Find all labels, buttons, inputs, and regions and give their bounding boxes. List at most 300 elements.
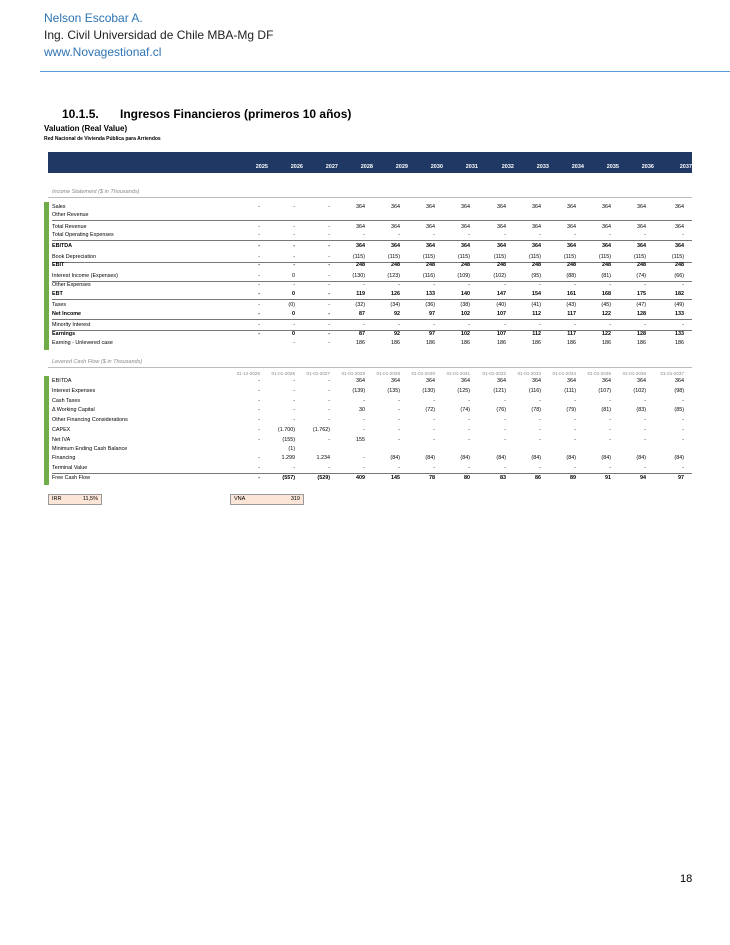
table-row — [52, 427, 692, 435]
cell-value: (1) — [288, 446, 295, 452]
cell-value: - — [682, 322, 684, 328]
cell-value: - — [328, 262, 330, 268]
cell-value: 97 — [429, 311, 435, 317]
cell-value: - — [682, 232, 684, 238]
project-name: Red Nacional de Vivienda Pública para Arriendos — [44, 136, 161, 142]
cell-value: 0 — [292, 273, 295, 279]
cell-value: (155) — [282, 437, 295, 443]
cell-value: (36) — [425, 302, 435, 308]
cell-value: - — [468, 398, 470, 404]
cell-value: 87 — [359, 331, 365, 337]
cell-value: - — [328, 340, 330, 346]
row-label: EBITDA — [52, 378, 72, 384]
cell-value: 364 — [675, 224, 684, 230]
cell-value: (557) — [282, 475, 295, 481]
cell-value: (1.700) — [277, 427, 295, 433]
row-label: Net Income — [52, 311, 82, 317]
cell-value: 89 — [570, 475, 576, 481]
cell-value: - — [293, 204, 295, 210]
cell-value: 364 — [426, 378, 435, 384]
cell-value: (115) — [633, 254, 646, 260]
row-label: Taxes — [52, 302, 67, 308]
table-row — [52, 273, 692, 282]
cell-value: - — [504, 232, 506, 238]
cell-value: - — [328, 378, 330, 384]
cell-value: - — [468, 322, 470, 328]
cell-value: - — [644, 437, 646, 443]
table-row — [52, 340, 692, 348]
cell-value: (109) — [457, 273, 470, 279]
cell-value: - — [539, 322, 541, 328]
cell-value: 01-01-2037 — [660, 371, 684, 376]
cell-value: 186 — [532, 340, 541, 346]
row-label: EBIT — [52, 262, 65, 268]
cell-value: - — [293, 465, 295, 471]
cell-value: (115) — [598, 254, 611, 260]
cell-value: - — [644, 282, 646, 288]
cell-value: 364 — [356, 224, 365, 230]
cell-value: (123) — [387, 273, 400, 279]
cell-value: - — [328, 398, 330, 404]
cell-value: 122 — [602, 331, 611, 337]
cell-value: 128 — [637, 311, 646, 317]
cell-value: 117 — [567, 331, 576, 337]
cell-value: (43) — [566, 302, 576, 308]
cell-value: - — [682, 417, 684, 423]
cell-value: 364 — [567, 224, 576, 230]
cell-value: 248 — [567, 262, 576, 268]
cell-value: - — [398, 232, 400, 238]
cash-flow-heading: Levered Cash Flow ($ in Thousands) — [52, 359, 143, 365]
cell-value: - — [328, 291, 330, 297]
cell-value: 0 — [292, 291, 295, 297]
income-statement-marker — [44, 202, 49, 350]
cell-value: - — [258, 417, 260, 423]
cell-value: 133 — [426, 291, 435, 297]
cell-value: 0 — [292, 311, 295, 317]
cell-value: 140 — [461, 291, 470, 297]
year-label: 2027 — [325, 164, 338, 170]
cell-value: 1.234 — [316, 455, 330, 461]
cell-value: - — [328, 224, 330, 230]
table-row — [52, 282, 692, 290]
cell-value: - — [539, 398, 541, 404]
cell-value: 186 — [391, 340, 400, 346]
cell-value: (79) — [566, 407, 576, 413]
cell-value: - — [433, 398, 435, 404]
cell-value: - — [468, 427, 470, 433]
cell-value: 364 — [567, 204, 576, 210]
row-label: Other Revenue — [52, 212, 89, 218]
cell-value: 364 — [532, 204, 541, 210]
cell-value: 364 — [497, 204, 506, 210]
cell-value: - — [433, 232, 435, 238]
cell-value: 0 — [292, 331, 295, 337]
cell-value: 01-01-2028 — [341, 371, 365, 376]
cell-value: - — [504, 427, 506, 433]
cell-value: 155 — [356, 437, 365, 443]
cell-value: - — [293, 224, 295, 230]
row-label: Earnings — [52, 331, 76, 337]
cell-value: - — [293, 282, 295, 288]
row-label: Other Expenses — [52, 282, 91, 288]
cell-value: - — [328, 417, 330, 423]
cell-value: 91 — [605, 475, 611, 481]
year-label: 2030 — [430, 164, 443, 170]
cell-value: - — [682, 282, 684, 288]
cell-value: (40) — [496, 302, 506, 308]
cell-value: (84) — [601, 455, 611, 461]
website-link[interactable]: www.Novagestionaf.cl — [44, 45, 162, 59]
cell-value: (74) — [460, 407, 470, 413]
cash-flow-marker — [44, 376, 49, 485]
table-row — [52, 204, 692, 212]
irr-label: IRR — [52, 496, 62, 502]
cell-value: 122 — [602, 311, 611, 317]
cell-value: 87 — [359, 311, 365, 317]
cell-value: 364 — [391, 204, 400, 210]
cell-value: - — [574, 398, 576, 404]
cell-value: 364 — [567, 378, 576, 384]
cell-value: - — [258, 398, 260, 404]
row-label: Minority Interest — [52, 322, 91, 328]
cell-value: - — [258, 427, 260, 433]
cell-value: - — [258, 475, 260, 481]
cell-value: - — [258, 465, 260, 471]
cell-value: - — [293, 340, 295, 346]
cell-value: 133 — [675, 311, 684, 317]
cell-value: - — [328, 273, 330, 279]
cell-value: - — [293, 322, 295, 328]
cell-value: (34) — [390, 302, 400, 308]
cell-value: 186 — [497, 340, 506, 346]
cell-value: (49) — [674, 302, 684, 308]
year-label: 2031 — [465, 164, 478, 170]
vna-box — [230, 494, 304, 505]
table-row — [52, 224, 692, 232]
row-label: Free Cash Flow — [52, 475, 91, 481]
vna-label: VNA — [234, 496, 246, 502]
irr-value: 11,5% — [82, 496, 98, 502]
cell-value: - — [328, 254, 330, 260]
table-row — [52, 378, 692, 386]
cell-value: (88) — [566, 273, 576, 279]
cell-value: - — [398, 282, 400, 288]
cell-value: 112 — [532, 331, 541, 337]
row-label: Minimum Ending Cash Balance — [52, 446, 128, 452]
cell-value: 128 — [637, 331, 646, 337]
cell-value: - — [293, 232, 295, 238]
cell-value: 248 — [675, 262, 684, 268]
cell-value: - — [293, 262, 295, 268]
cell-value: (115) — [563, 254, 576, 260]
cell-value: (139) — [352, 388, 365, 394]
section-title — [62, 107, 351, 121]
author-credentials: Ing. Civil Universidad de Chile MBA-Mg DF — [44, 28, 274, 42]
cell-value: - — [682, 465, 684, 471]
cell-value: 186 — [567, 340, 576, 346]
row-label: Cash Taxes — [52, 398, 81, 404]
cash-flow-date-row — [52, 370, 692, 377]
cell-value: 107 — [497, 311, 506, 317]
cell-value: (84) — [636, 455, 646, 461]
cell-value: - — [539, 417, 541, 423]
cell-value: (74) — [636, 273, 646, 279]
cell-value: (111) — [564, 388, 576, 394]
row-label: Sales — [52, 204, 66, 210]
cell-value: 01-01-2033 — [517, 371, 541, 376]
cell-value: (130) — [352, 273, 365, 279]
cell-value: 186 — [602, 340, 611, 346]
cell-value: - — [258, 273, 260, 279]
cell-value: - — [609, 282, 611, 288]
cell-value: (72) — [425, 407, 435, 413]
cell-value: 364 — [497, 224, 506, 230]
section-number: 10.1.5. — [62, 107, 99, 121]
cell-value: - — [398, 407, 400, 413]
cell-value: (529) — [317, 475, 330, 481]
cell-value: 182 — [675, 291, 684, 297]
cash-flow-divider — [48, 367, 692, 368]
cell-value: (130) — [422, 388, 435, 394]
cell-value: - — [504, 322, 506, 328]
cell-value: 186 — [356, 340, 365, 346]
table-row — [52, 262, 692, 270]
cell-value: (115) — [352, 254, 365, 260]
table-row — [52, 417, 692, 425]
cell-value: (84) — [674, 455, 684, 461]
cell-value: - — [433, 465, 435, 471]
table-row — [52, 446, 692, 454]
cell-value: - — [398, 437, 400, 443]
cell-value: - — [398, 427, 400, 433]
cell-value: - — [644, 465, 646, 471]
cell-value: 119 — [356, 291, 365, 297]
cell-value: (115) — [422, 254, 435, 260]
cell-value: - — [398, 465, 400, 471]
cell-value: (102) — [493, 273, 506, 279]
cell-value: 102 — [461, 311, 470, 317]
cell-value: (135) — [387, 388, 400, 394]
cell-value: - — [258, 232, 260, 238]
cell-value: (107) — [598, 388, 611, 394]
cell-value: - — [504, 437, 506, 443]
cell-value: 248 — [461, 262, 470, 268]
cell-value: 133 — [675, 331, 684, 337]
page-header — [44, 10, 273, 61]
cell-value: 409 — [356, 475, 365, 481]
year-label: 2033 — [536, 164, 549, 170]
cell-value: - — [258, 204, 260, 210]
cell-value: - — [433, 417, 435, 423]
cell-value: - — [574, 417, 576, 423]
cell-value: 154 — [532, 291, 541, 297]
cell-value: - — [328, 465, 330, 471]
table-row — [52, 465, 692, 474]
cell-value: 364 — [391, 243, 400, 249]
cell-value: - — [433, 427, 435, 433]
table-row — [52, 475, 692, 483]
table-row — [52, 311, 692, 320]
cell-value: - — [293, 407, 295, 413]
cell-value: 364 — [426, 224, 435, 230]
cell-value: (115) — [528, 254, 541, 260]
valuation-subtitle: Valuation (Real Value) — [44, 124, 128, 133]
cell-value: - — [504, 417, 506, 423]
cell-value: - — [293, 243, 295, 249]
cell-value: (115) — [493, 254, 506, 260]
cell-value: - — [609, 427, 611, 433]
cell-value: 248 — [497, 262, 506, 268]
cell-value: 364 — [497, 243, 506, 249]
cell-value: - — [258, 302, 260, 308]
cell-value: 364 — [637, 224, 646, 230]
cell-value: - — [574, 322, 576, 328]
cell-value: 92 — [394, 331, 400, 337]
row-label: Net IVA — [52, 437, 71, 443]
cell-value: (115) — [387, 254, 400, 260]
cell-value: - — [363, 427, 365, 433]
cell-value: - — [644, 417, 646, 423]
row-label: CAPEX — [52, 427, 71, 433]
cell-value: (78) — [531, 407, 541, 413]
cell-value: 112 — [532, 311, 541, 317]
cell-value: - — [258, 388, 260, 394]
income-statement-divider — [48, 197, 692, 198]
table-row — [52, 388, 692, 396]
cell-value: - — [574, 465, 576, 471]
cell-value: - — [504, 465, 506, 471]
cell-value: (116) — [528, 388, 541, 394]
cell-value: (32) — [355, 302, 365, 308]
cell-value: - — [258, 282, 260, 288]
page-number: 18 — [680, 873, 693, 885]
cell-value: 364 — [637, 378, 646, 384]
cell-value: (81) — [601, 407, 611, 413]
cell-value: - — [258, 243, 260, 249]
cell-value: - — [258, 322, 260, 328]
cell-value: 01-01-2036 — [622, 371, 646, 376]
cell-value: 364 — [675, 378, 684, 384]
irr-box — [48, 494, 102, 505]
cell-value: - — [468, 232, 470, 238]
cell-value: 364 — [602, 378, 611, 384]
cell-value: 117 — [567, 311, 576, 317]
cell-value: 97 — [678, 475, 684, 481]
year-label: 2036 — [641, 164, 654, 170]
cell-value: 175 — [637, 291, 646, 297]
cell-value: - — [363, 465, 365, 471]
cell-value: - — [363, 417, 365, 423]
cell-value: - — [398, 417, 400, 423]
row-label: EBITDA — [52, 243, 73, 249]
table-row — [52, 322, 692, 331]
cell-value: - — [574, 427, 576, 433]
cell-value: 364 — [675, 243, 684, 249]
year-label: 2028 — [360, 164, 373, 170]
cell-value: - — [644, 427, 646, 433]
cell-value: (115) — [671, 254, 684, 260]
cell-value: - — [258, 311, 260, 317]
cell-value: - — [682, 427, 684, 433]
cell-value: (81) — [601, 273, 611, 279]
cell-value: 364 — [532, 378, 541, 384]
table-row — [52, 407, 692, 415]
cell-value: - — [609, 232, 611, 238]
cell-value: 364 — [637, 243, 646, 249]
cell-value: 364 — [602, 204, 611, 210]
cell-value: 364 — [602, 243, 611, 249]
income-statement-heading: Income Statement ($ in Thousands) — [52, 189, 140, 195]
cell-value: - — [258, 437, 260, 443]
cell-value: - — [539, 232, 541, 238]
cell-value: (98) — [674, 388, 684, 394]
cell-value: (95) — [531, 273, 541, 279]
cell-value: 248 — [356, 262, 365, 268]
cell-value: 97 — [429, 331, 435, 337]
vna-value: 319 — [290, 496, 300, 502]
cell-value: (102) — [633, 388, 646, 394]
cell-value: 83 — [500, 475, 506, 481]
row-label: EBT — [52, 291, 63, 297]
cell-value: 186 — [461, 340, 470, 346]
cell-value: 01-01-2030 — [411, 371, 435, 376]
cell-value: 364 — [426, 204, 435, 210]
cell-value: 364 — [675, 204, 684, 210]
cell-value: - — [363, 232, 365, 238]
cell-value: 248 — [426, 262, 435, 268]
cell-value: - — [293, 254, 295, 260]
cell-value: 364 — [567, 243, 576, 249]
cell-value: - — [504, 282, 506, 288]
cell-value: - — [258, 378, 260, 384]
cell-value: - — [574, 282, 576, 288]
cell-value: 248 — [391, 262, 400, 268]
cell-value: - — [609, 417, 611, 423]
cell-value: - — [328, 232, 330, 238]
cell-value: - — [574, 232, 576, 238]
year-label: 2032 — [501, 164, 514, 170]
table-row — [52, 291, 692, 300]
cell-value: - — [328, 407, 330, 413]
cell-value: (45) — [601, 302, 611, 308]
author-name: Nelson Escobar A. — [44, 11, 143, 25]
cell-value: - — [363, 322, 365, 328]
cell-value: 186 — [675, 340, 684, 346]
cell-value: - — [258, 407, 260, 413]
table-row — [52, 437, 692, 445]
cell-value: (47) — [636, 302, 646, 308]
row-label: Δ Working Capital — [52, 407, 95, 413]
cell-value: 01-01-2032 — [482, 371, 506, 376]
cell-value: (66) — [674, 273, 684, 279]
table-row — [52, 398, 692, 406]
cell-value: 186 — [637, 340, 646, 346]
cell-value: 168 — [602, 291, 611, 297]
year-label: 2025 — [255, 164, 268, 170]
row-label: Terminal Value — [52, 465, 88, 471]
cell-value: - — [293, 398, 295, 404]
cell-value: 126 — [391, 291, 400, 297]
header-divider — [40, 71, 730, 72]
year-label: 2034 — [571, 164, 584, 170]
cell-value: 01-01-2029 — [376, 371, 400, 376]
cell-value: 102 — [461, 331, 470, 337]
cell-value: 186 — [426, 340, 435, 346]
cell-value: 364 — [532, 243, 541, 249]
cell-value: - — [433, 437, 435, 443]
row-label: Other Financing Considerations — [52, 417, 128, 423]
